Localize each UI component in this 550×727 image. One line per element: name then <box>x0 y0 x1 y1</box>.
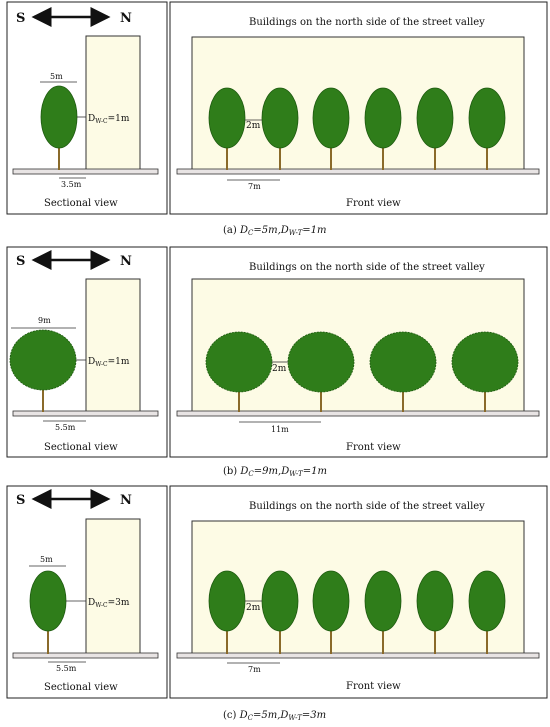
building-section-a <box>86 36 140 170</box>
tree-crown-front <box>365 88 401 148</box>
panel-c <box>7 486 547 722</box>
spacing-label-b: 11m <box>271 425 289 434</box>
tree-crown-front <box>469 571 505 631</box>
tree-crown-front <box>209 571 245 631</box>
north-label-c: N <box>120 493 132 508</box>
south-label-b: S <box>16 254 26 269</box>
trunk-offset-label-b: 5.5m <box>55 423 76 432</box>
spacing-label-c: 7m <box>248 665 261 674</box>
front-title-b: Buildings on the north side of the street valley <box>249 262 485 273</box>
ground-section-a <box>13 169 158 174</box>
front-title-a: Buildings on the north side of the street valley <box>249 17 485 28</box>
tree-crown-front <box>417 88 453 148</box>
tree-crown-front <box>313 571 349 631</box>
crown-width-label-b: 9m <box>38 316 51 325</box>
trunk-offset-label-c: 5.5m <box>56 664 77 673</box>
building-section-c <box>86 519 140 654</box>
dw-label-b: $D_{W-C}=1m$ <box>88 357 130 368</box>
tree-crown-section-c <box>30 571 66 631</box>
tree-crown-front <box>417 571 453 631</box>
north-label-a: N <box>120 11 132 26</box>
tree-crown-front <box>262 571 298 631</box>
south-label-a: S <box>16 11 26 26</box>
tree-crown-front <box>365 571 401 631</box>
ground-front-a <box>177 169 539 174</box>
gap-label-c: 2m <box>246 603 261 613</box>
tree-crown-front <box>469 88 505 148</box>
tree-crown-section-a <box>41 86 77 148</box>
sectional-view-label-a: Sectional view <box>44 198 118 209</box>
tree-crown-front <box>288 332 354 392</box>
north-label-b: N <box>120 254 132 269</box>
dw-label-a: $D_{W-C}=1m$ <box>88 114 130 125</box>
gap-label-a: 2m <box>246 121 261 131</box>
ground-section-c <box>13 653 158 658</box>
sectional-view-label-c: Sectional view <box>44 682 118 693</box>
tree-crown-front <box>452 332 518 392</box>
front-view-label-a: Front view <box>346 198 401 209</box>
crown-width-label-a: 5m <box>50 72 63 81</box>
panel-b <box>7 247 547 478</box>
building-section-b <box>86 279 140 412</box>
front-view-label-b: Front view <box>346 442 401 453</box>
tree-crown-front <box>370 332 436 392</box>
south-label-c: S <box>16 493 26 508</box>
tree-crown-front <box>262 88 298 148</box>
dw-label-c: $D_{W-C}=3m$ <box>88 598 130 609</box>
tree-crown-front <box>313 88 349 148</box>
ground-front-c <box>177 653 539 658</box>
caption-b: (b) $D_C=9m,D_{W-T}=1m$ <box>223 466 327 478</box>
front-view-label-c: Front view <box>346 681 401 692</box>
front-title-c: Buildings on the north side of the street valley <box>249 501 485 512</box>
ground-section-b <box>13 411 158 416</box>
tree-crown-front <box>206 332 272 392</box>
crown-width-label-c: 5m <box>40 555 53 564</box>
spacing-label-a: 7m <box>248 182 261 191</box>
caption-c: (c) $D_C=5m,D_{W-T}=3m$ <box>223 710 327 722</box>
gap-label-b: 2m <box>272 364 287 374</box>
caption-a: (a) $D_C=5m,D_{W-T}=1m$ <box>223 225 327 237</box>
panel-a <box>7 2 547 237</box>
sectional-view-label-b: Sectional view <box>44 442 118 453</box>
trunk-offset-label-a: 3.5m <box>61 180 82 189</box>
tree-crown-section-b <box>10 330 76 390</box>
tree-crown-front <box>209 88 245 148</box>
